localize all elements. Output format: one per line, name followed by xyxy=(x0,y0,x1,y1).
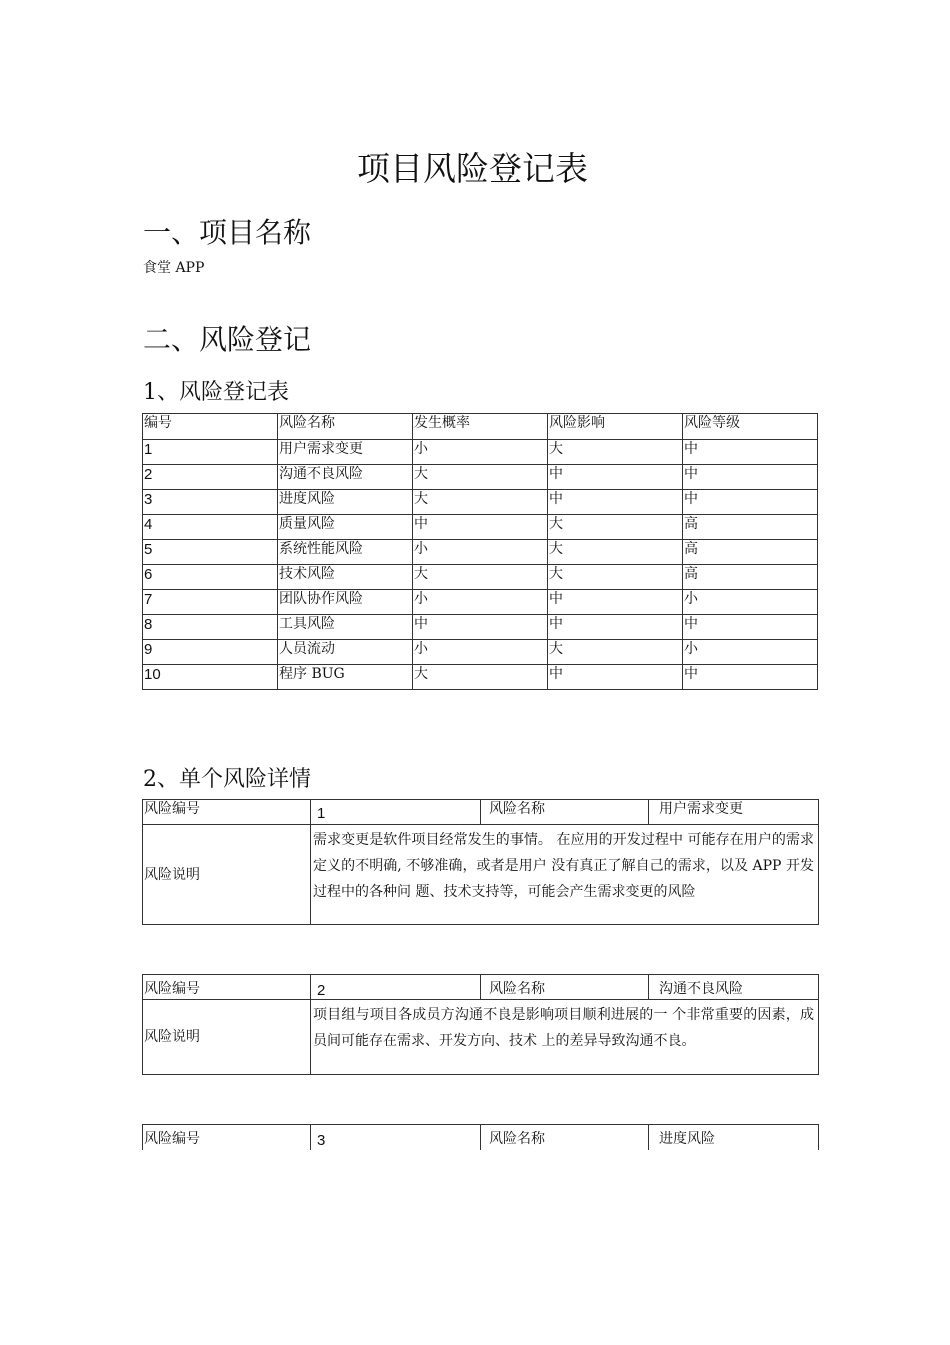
risk-id: 4 xyxy=(143,515,278,540)
risk-name: 质量风险 xyxy=(278,515,413,540)
risk-id-label: 风险编号 xyxy=(143,800,311,825)
risk-probability: 大 xyxy=(413,465,548,490)
risk-name-label: 风险名称 xyxy=(481,1125,649,1150)
risk-impact: 大 xyxy=(548,540,683,565)
risk-name: 用户需求变更 xyxy=(278,440,413,465)
risk-name: 系统性能风险 xyxy=(278,540,413,565)
risk-level: 中 xyxy=(683,615,818,640)
detail-header-row xyxy=(143,975,819,1000)
section-heading-risk-register: 二、风险登记 xyxy=(143,323,312,356)
table-row xyxy=(143,465,818,490)
risk-level: 中 xyxy=(683,465,818,490)
table-row xyxy=(143,590,818,615)
risk-id-value: 3 xyxy=(311,1125,481,1150)
risk-level: 中 xyxy=(683,440,818,465)
risk-detail-table xyxy=(142,1124,819,1150)
risk-name: 进度风险 xyxy=(278,490,413,515)
table-row xyxy=(143,640,818,665)
risk-impact: 中 xyxy=(548,665,683,690)
risk-impact: 大 xyxy=(548,515,683,540)
column-header-name: 风险名称 xyxy=(278,414,413,440)
risk-description-text: 项目组与项目各成员方沟通不良是影响项目顺利进展的一 个非常重要的因素，成员间可能存在需求、开发方向、技术 上的差异导致沟通不良。 xyxy=(311,1000,819,1075)
risk-level: 高 xyxy=(683,515,818,540)
risk-id-value: 2 xyxy=(311,975,481,1000)
detail-header-row xyxy=(143,1125,819,1150)
detail-description-row xyxy=(143,1000,819,1075)
risk-description-text: 需求变更是软件项目经常发生的事情。 在应用的开发过程中 可能存在用户的需求定义的不明确, 不够准确，或者是用户 没有真正了解自己的需求，以及 APP 开发过程中的各种问 题、技术支持等，可能会产生需求变更的风险 xyxy=(311,825,819,925)
risk-probability: 小 xyxy=(413,640,548,665)
risk-impact: 中 xyxy=(548,615,683,640)
risk-probability: 小 xyxy=(413,540,548,565)
risk-name: 程序 BUG xyxy=(278,665,413,690)
risk-level: 高 xyxy=(683,565,818,590)
table-row xyxy=(143,440,818,465)
table-row xyxy=(143,540,818,565)
risk-id: 7 xyxy=(143,590,278,615)
risk-description-label: 风险说明 xyxy=(143,1000,311,1075)
risk-name: 工具风险 xyxy=(278,615,413,640)
detail-description-row xyxy=(143,825,819,925)
table-row xyxy=(143,615,818,640)
risk-name-value: 沟通不良风险 xyxy=(649,975,819,1000)
table-row xyxy=(143,565,818,590)
risk-name-value: 进度风险 xyxy=(649,1125,819,1150)
risk-impact: 大 xyxy=(548,565,683,590)
column-header-probability: 发生概率 xyxy=(413,414,548,440)
project-name-text: 食堂 APP xyxy=(143,260,205,276)
risk-probability: 大 xyxy=(413,565,548,590)
risk-level: 中 xyxy=(683,665,818,690)
table-row xyxy=(143,665,818,690)
detail-header-row xyxy=(143,800,819,825)
risk-name: 团队协作风险 xyxy=(278,590,413,615)
risk-id: 1 xyxy=(143,440,278,465)
risk-name: 沟通不良风险 xyxy=(278,465,413,490)
risk-id: 3 xyxy=(143,490,278,515)
risk-impact: 大 xyxy=(548,640,683,665)
subheading-risk-details: 2、单个风险详情 xyxy=(143,767,311,792)
risk-id: 8 xyxy=(143,615,278,640)
risk-impact: 中 xyxy=(548,590,683,615)
table-header-row xyxy=(143,414,818,440)
risk-id: 6 xyxy=(143,565,278,590)
page-title: 项目风险登记表 xyxy=(357,149,588,188)
section-heading-project-name: 一、项目名称 xyxy=(143,216,312,249)
risk-impact: 大 xyxy=(548,440,683,465)
risk-name: 人员流动 xyxy=(278,640,413,665)
risk-id: 10 xyxy=(143,665,278,690)
risk-level: 高 xyxy=(683,540,818,565)
table-row xyxy=(143,515,818,540)
column-header-level: 风险等级 xyxy=(683,414,818,440)
risk-level: 小 xyxy=(683,590,818,615)
risk-id: 5 xyxy=(143,540,278,565)
risk-impact: 中 xyxy=(548,465,683,490)
risk-name-label: 风险名称 xyxy=(481,800,649,825)
risk-description-label: 风险说明 xyxy=(143,825,311,925)
risk-probability: 小 xyxy=(413,440,548,465)
risk-id-label: 风险编号 xyxy=(143,975,311,1000)
risk-name-value: 用户需求变更 xyxy=(649,800,819,825)
risk-id-label: 风险编号 xyxy=(143,1125,311,1150)
risk-level: 小 xyxy=(683,640,818,665)
risk-impact: 中 xyxy=(548,490,683,515)
risk-probability: 中 xyxy=(413,515,548,540)
risk-name-label: 风险名称 xyxy=(481,975,649,1000)
risk-id-value: 1 xyxy=(311,800,481,825)
risk-probability: 中 xyxy=(413,615,548,640)
table-row xyxy=(143,490,818,515)
risk-level: 中 xyxy=(683,490,818,515)
risk-detail-table xyxy=(142,974,819,1075)
risk-id: 2 xyxy=(143,465,278,490)
subheading-register-table: 1、风险登记表 xyxy=(143,380,289,405)
column-header-impact: 风险影响 xyxy=(548,414,683,440)
risk-id: 9 xyxy=(143,640,278,665)
risk-name: 技术风险 xyxy=(278,565,413,590)
risk-register-table xyxy=(142,413,818,690)
risk-probability: 小 xyxy=(413,590,548,615)
column-header-id: 编号 xyxy=(143,414,278,440)
risk-probability: 大 xyxy=(413,490,548,515)
risk-detail-table xyxy=(142,799,819,925)
risk-probability: 大 xyxy=(413,665,548,690)
